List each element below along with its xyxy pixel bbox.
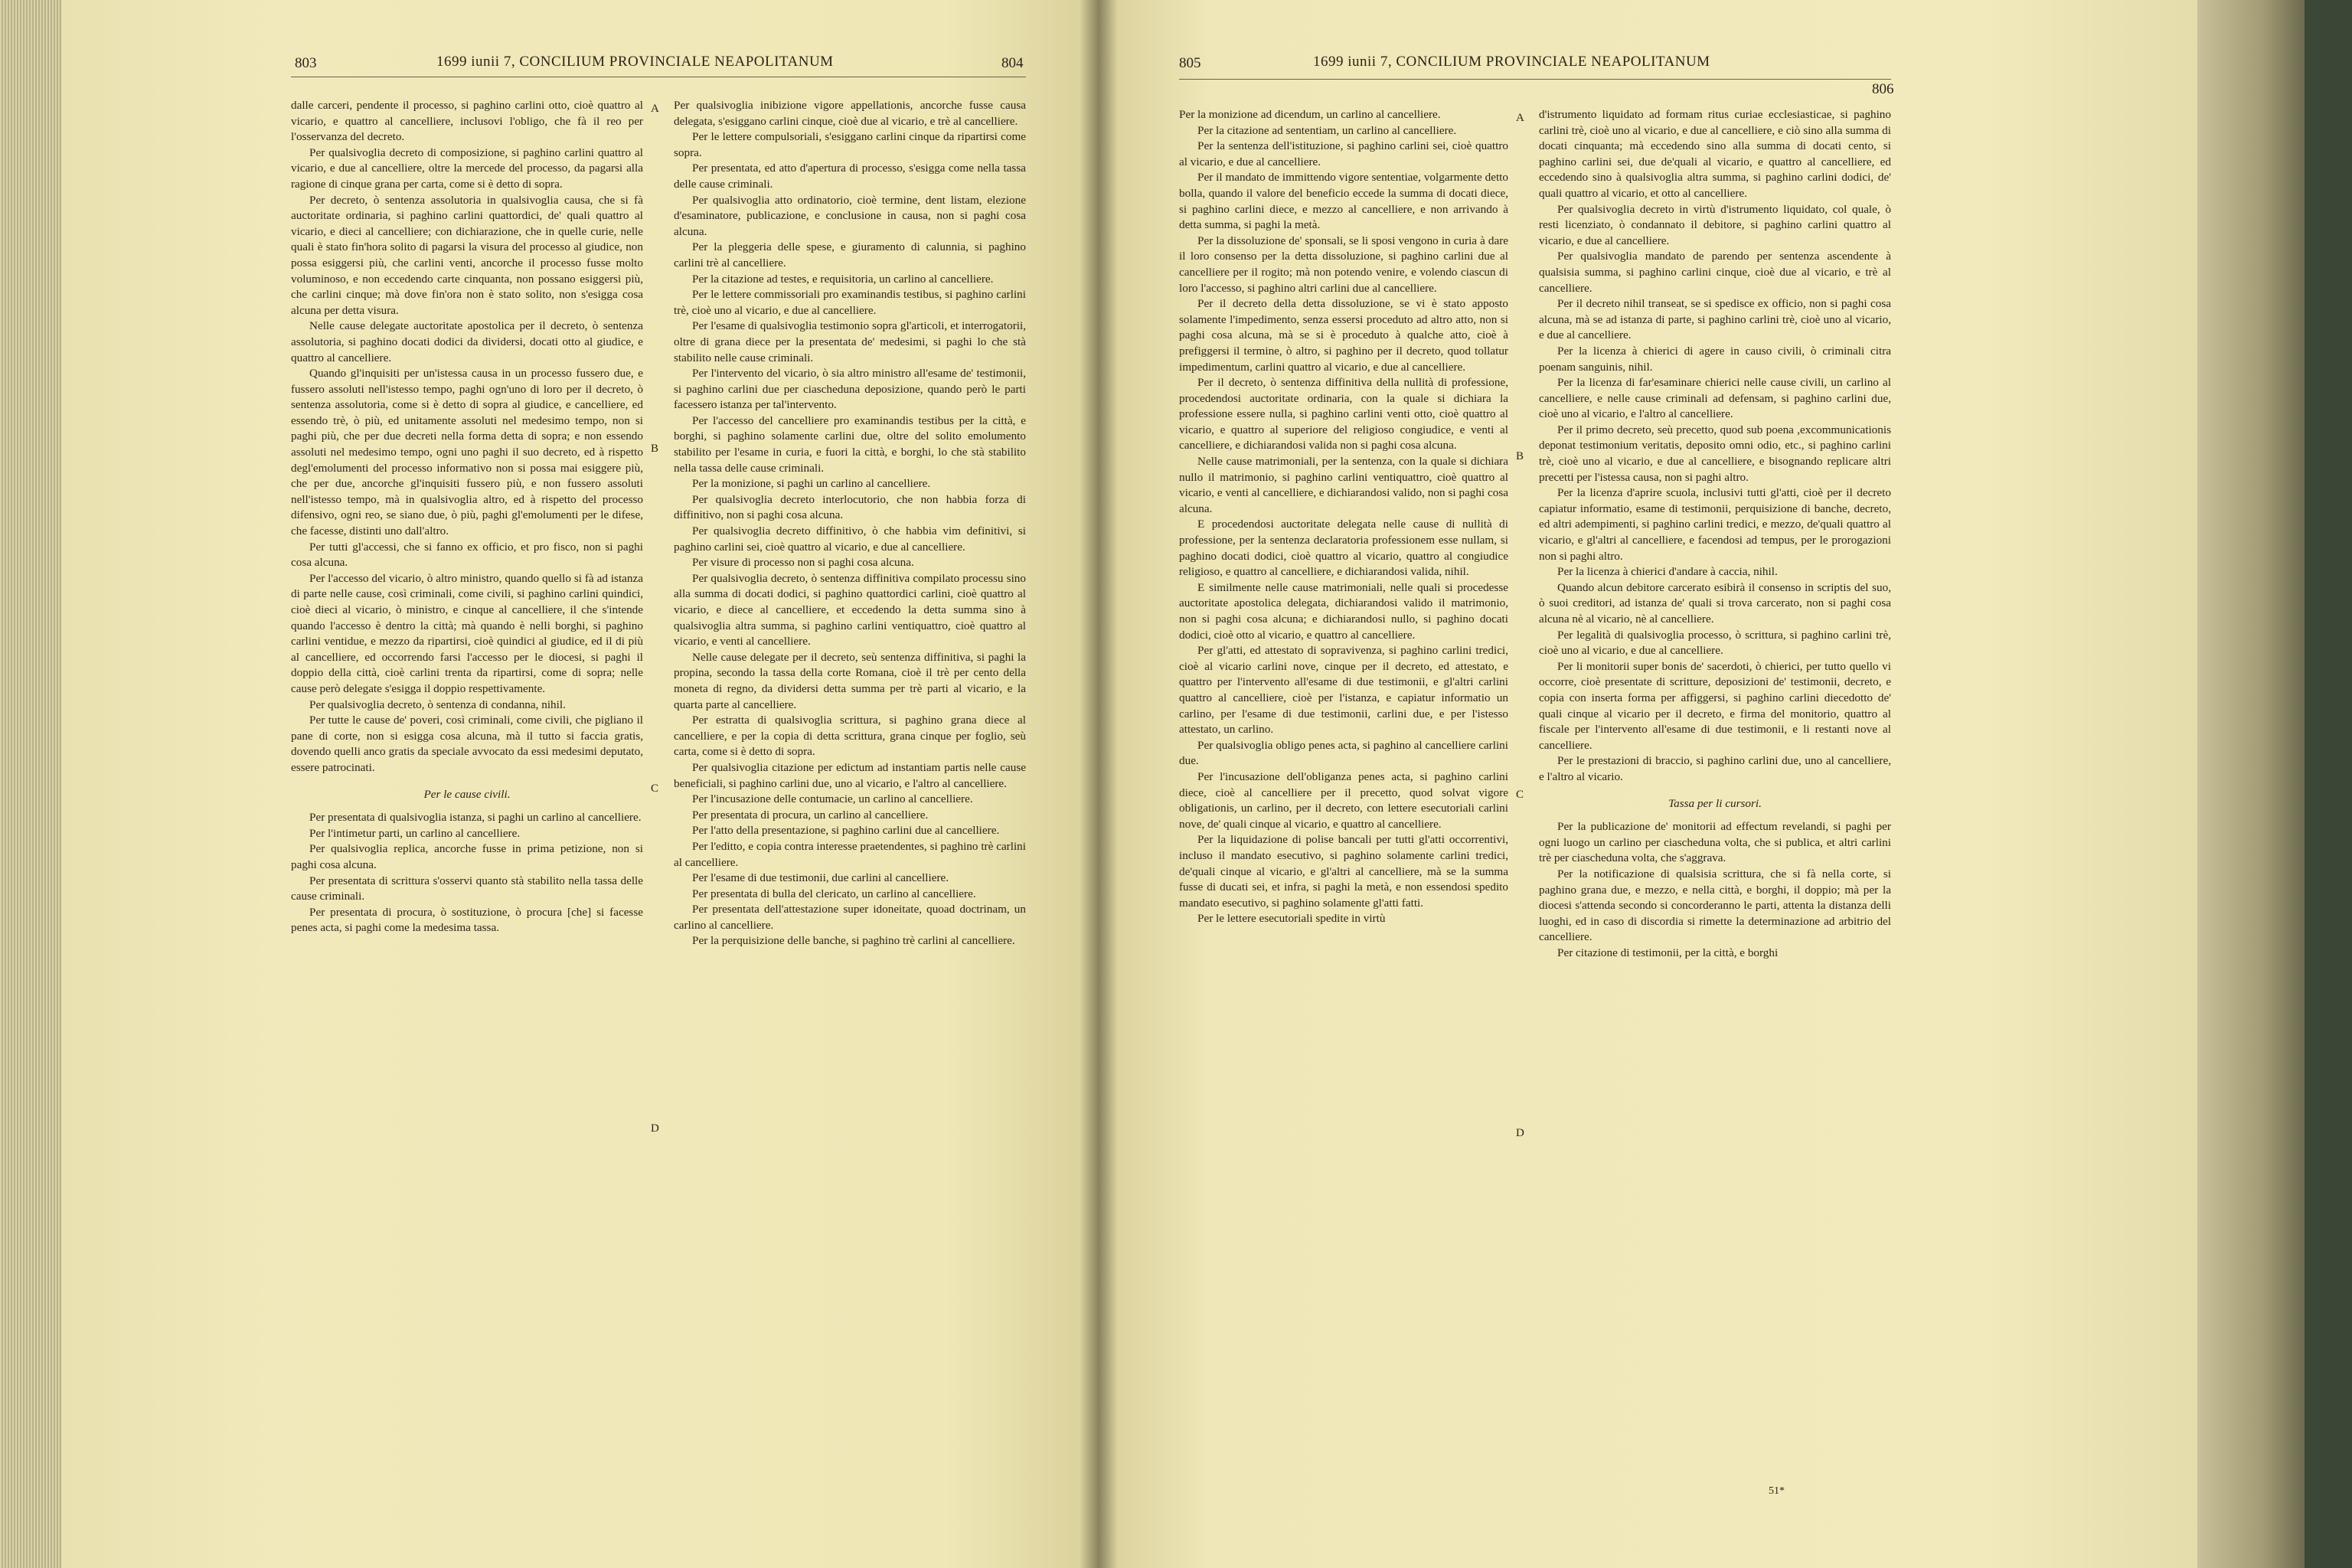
paragraph: Per presentata di scrittura s'osservi quanto stà stabilito nella tassa delle cause criminali.	[291, 874, 643, 903]
book-spine-shadow	[1080, 0, 1118, 1568]
paragraph: Per qualsivoglia replica, ancorche fusse in prima petizione, non si paghi cosa alcuna.	[291, 842, 643, 871]
paragraph: Per la dissoluzione de' sponsali, se li sposi vengono in curia à dare il loro consenso per la detta dissoluzione, si paghino carlini due al cancelliere per il rogito; mà non potendo venire, e volendo ciascun di loro l'accesso, si paghino altri carlini due al cancelliere.	[1179, 234, 1508, 295]
right-page	[1102, 0, 2197, 1568]
paragraph: Per l'accesso del cancelliere pro examinandis testibus per la città, e borghi, si paghino solamente carlini due, oltre del solito emolumento stabilito per l'esame in curia, e fuori la città, e borghi, lo che stà stabilito nella tassa delle cause criminali.	[674, 413, 1026, 475]
paragraph: Per citazione di testimonii, per la città, e borghi	[1557, 946, 1779, 959]
paragraph: Per la citazione ad sententiam, un carlino al cancelliere.	[1197, 123, 1457, 137]
header-rule	[1179, 79, 1891, 80]
margin-letter-b: B	[651, 443, 659, 455]
paragraph: Per estratta di qualsivoglia scrittura, si paghino grana diece al cancelliere, e per la copia di detta scrittura, grana cinque per foglio, seù carta, come si è detto di sopra.	[674, 714, 1026, 759]
paragraph: Per decreto, ò sentenza assolutoria in qualsivoglia causa, che si fà auctoritate ordinaria, si paghino carlini quattordici, de' quali quattro al vicario, e dieci al cancelliere; con dichiarazione, che in quelle curie, nelle quali è stato fin'hora solito di pagarsi la visura del processo al giudice, non possa esiggersi più, che carlini venti, ancorche il processo fusse molto voluminoso, e non eccedendo carte cinquanta, non possano esiggersi più, che carlini cinque; mà dove fin'ora non è stato solito, non s'esigga cosa alcuna per detta visura.	[291, 193, 643, 317]
page-number-806: 806	[1872, 81, 1894, 97]
paragraph: Per il decreto nihil transeat, se si spedisce ex officio, non si paghi cosa alcuna, mà se ad istanza di parte, si paghino carlini trè, cioè uno al vicario, e due al cancelliere.	[1539, 297, 1891, 342]
paragraph: Per tutti gl'accessi, che si fanno ex officio, et pro fisco, non si paghi cosa alcuna.	[291, 540, 643, 570]
paragraph: Per il primo decreto, seù precetto, quod sub poena ,excommunicationis deponat testimonium veritatis, deposito omni odio, etc., si paghino carlini trè, cioè uno al vicario, e due al cancelliere, e bisognando replicare altri precetti per l'istessa causa, non si paghi altro.	[1539, 423, 1891, 484]
paragraph: Per l'intervento del vicario, ò sia altro ministro all'esame de' testimonii, si paghino carlini due per ciascheduna deposizione, quando però le parti facessero istanza per tal'intervento.	[674, 367, 1026, 412]
paragraph: Per le prestazioni di braccio, si paghino carlini due, uno al cancelliere, e l'altro al vicario.	[1539, 754, 1891, 783]
paragraph: Per qualsivoglia citazione per edictum ad instantiam partis nelle cause beneficiali, si paghino carlini due, uno al vicario, e l'altro al cancelliere.	[674, 760, 1026, 790]
paragraph: Per l'editto, e copia contra interesse praetendentes, si paghino trè carlini al cancelliere.	[674, 839, 1026, 869]
paragraph: Per la monizione ad dicendum, un carlino al cancelliere.	[1179, 108, 1441, 121]
paragraph: Per la licenza à chierici d'andare à caccia, nihil.	[1557, 565, 1778, 579]
page-number-804: 804	[1001, 55, 1024, 71]
text-column-2	[674, 98, 1026, 949]
paragraph: Per presentata dell'attestazione super idoneitate, quoad doctrinam, un carlino al cancelliere.	[674, 903, 1026, 932]
page-number-805: 805	[1179, 55, 1201, 71]
paragraph: Quando alcun debitore carcerato esibirà il consenso in scriptis del suo, ò suoi creditori, ad istanza de' quali si trova carcerato, non si paghi cosa alcuna nè al vicario, nè al cancelliere.	[1539, 580, 1891, 626]
text-column-1	[291, 98, 643, 936]
paragraph: Per qualsivoglia decreto di composizione, si paghino carlini quattro al vicario, e due al cancelliere, oltre la mercede del processo, da pagarsi alla ragione di cinque grana per carta, come si è detto di sopra.	[291, 145, 643, 191]
book-page-edges-left	[0, 0, 61, 1568]
paragraph: Per qualsivoglia mandato de parendo per sentenza ascendente à qualsisia summa, si paghino carlini cinque, cioè due al vicario, e trè al cancelliere.	[1539, 250, 1891, 295]
running-header-right: 1699 iunii 7, CONCILIUM PROVINCIALE NEAPOLITANUM	[1313, 54, 1710, 70]
paragraph: Quando gl'inquisiti per un'istessa causa in un processo fussero due, e fussero assoluti nell'istesso tempo, paghi ogn'uno di loro per il decreto, ò sentenza assolutoria, come si è detto di sopra al giudice, e cancelliere, ed essendo trè, ò più, ed unitamente assoluti nel medesimo tempo, non si paghi più, che per due decreti nella forma detta di sopra; e non essendo assoluti nel medesimo tempo, ogni uno paghi il suo decreto, ed à rispetto degl'emolumenti del processo informativo non si possa mai esiggere più, che per due, ancorche gl'inquisiti fussero più, e non fussero assoluti nell'istesso tempo, mà in qualsivoglia altro, ed à rispetto del processo difensivo, ogni reo, se siano due, ò più, paghi gl'emolumenti per le difese, che facesse, distinti uno dall'altro.	[291, 367, 643, 538]
margin-letter-a: A	[1516, 112, 1524, 124]
text-column-3	[1179, 107, 1508, 927]
paragraph: Per l'incusazione delle contumacie, un carlino al cancelliere.	[692, 792, 973, 806]
paragraph: Per il decreto della detta dissoluzione, se vi è stato apposto solamente l'impedimento, senza essersi proceduto ad altro atto, non si paghi cosa alcuna, mà se si è proceduto à qualche atto, cioè à prefiggersi il termine, ò altro, si paghino per il decreto, quod tollatur impedimentum, carlini quattro al vicario, e due al cancelliere.	[1179, 297, 1508, 374]
paragraph: Per li monitorii super bonis de' sacerdoti, ò chierici, per tutto quello vi occorre, cioè presentate di scritture, deposizioni de' testimonii, decreto, e copia con inserta forma per affiggersi, si paghino carlini diecedotto de' quali cinque al vicario per il decreto, e firma del monitorio, quattro al fiscale per l'intervento all'esame di due testimonii, e li restanti nove al cancelliere.	[1539, 659, 1891, 752]
paragraph: Per qualsivoglia decreto interlocutorio, che non habbia forza di diffinitivo, non si paghi cosa alcuna.	[674, 492, 1026, 522]
paragraph: Per presentata di bulla del clericato, un carlino al cancelliere.	[692, 887, 976, 900]
paragraph: Per la liquidazione di polise bancali per tutti gl'atti occorrentivi, incluso il mandato esecutivo, si paghino solamente carlini tredici, de'quali cinque al vicario, e gl'altri al cancelliere, mà se la summa fusse di ducati sei, et infra, si paghi la metà, e non essendosi spedito mandato esecutivo, si paghino solamente gl'atti fatti.	[1179, 833, 1508, 910]
paragraph: Per la citazione ad testes, e requisitoria, un carlino al cancelliere.	[692, 272, 994, 286]
paragraph: Per qualsivoglia decreto, ò sentenza diffinitiva compilato processu sino alla summa di docati dodici, si paghino quattordici carlini, cioè quattro al vicario, e diece al cancelliere, et eccedendo la detta summa sino à qualsivoglia altra summa, si paghino carlini ventiquattro, cioè quattro al vicario, e venti al cancelliere.	[674, 571, 1026, 648]
paragraph: Per la licenza d'aprire scuola, inclusivi tutti gl'atti, cioè per il decreto capiatur informatio, esame di testimonii, perquisizione di banche, decreto, ed altri adempimenti, si paghino carlini tredici, e mezzo, de'quali quattro al vicario, e gl'altri al cancelliere, e facendosi ad tempus, per le prorogazioni non si paghi altro.	[1539, 486, 1891, 563]
paragraph: E similmente nelle cause matrimoniali, nelle quali si procedesse auctoritate apostolica delegata, dichiarandosi valido il matrimonio, non si paghi cosa alcuna; e dichiarandosi nullo, si paghino docati dodici, cioè otto al vicario, e quattro al cancelliere.	[1179, 580, 1508, 642]
paragraph: Per gl'atti, ed attestato di sopravivenza, si paghino carlini tredici, cioè al vicario carlini nove, cinque per il decreto, ed attestato, e quattro per l'intervento all'esame di due testimonii, e gl'altri carlini quattro al cancelliere, cioè per l'istanza, e capiatur informatio un carlino, per l'esame di due testimonii, carlini due, e per l'istesso attestato, un carlino.	[1179, 644, 1508, 737]
paragraph: Per qualsivoglia atto ordinatorio, cioè termine, dent listam, elezione d'esaminatore, publicazione, e conclusione in causa, non si paghi cosa alcuna.	[674, 193, 1026, 238]
paragraph: Per la pleggeria delle spese, e giuramento di calunnia, si paghino carlini trè al cancelliere.	[674, 240, 1026, 270]
margin-letter-a: A	[651, 103, 659, 115]
paragraph: Per le lettere commissoriali pro examinandis testibus, si paghino carlini trè, cioè uno al vicario, e due al cancelliere.	[674, 288, 1026, 317]
paragraph: Per la monizione, si paghi un carlino al cancelliere.	[692, 477, 931, 491]
paragraph: Per il decreto, ò sentenza diffinitiva della nullità di professione, procedendosi auctoritate ordinaria, con la quale si dichiara la professione essere nulla, si paghino carlini venti otto, cioè quattro al vicario, e quattro al superiore del religioso congiudice, e venti al cancelliere, e dichiarandosi valida non si paghi cosa alcuna.	[1179, 376, 1508, 452]
paragraph: Per l'intimetur parti, un carlino al cancelliere.	[309, 826, 521, 840]
paragraph: Per la licenza à chierici di agere in causo civili, ò criminali citra poenam sanguinis, nihil.	[1539, 344, 1891, 374]
paragraph: Per le lettere compulsoriali, s'esiggano carlini cinque da ripartirsi come sopra.	[674, 130, 1026, 159]
margin-letter-c: C	[651, 782, 659, 795]
paragraph: Nelle cause delegate per il decreto, seù sentenza diffinitiva, si paghi la propina, secondo la tassa della corte Romana, cioè il trè per cento della moneta di regno, da dividersi detta summa per trè parti al vicario, e la quarta parte al cancelliere.	[674, 650, 1026, 711]
paragraph: d'istrumento liquidato ad formam ritus curiae ecclesiasticae, si paghino carlini trè, cioè uno al vicario, e due al cancelliere, e ciò sino alla summa di docati cinquanta; mà eccedendo sino alla summa di docati cento, si paghino carlini sei, due de'quali al vicario, e quattro al cancelliere, ed eccedendo sino à qualsivoglia altra summa, si paghino carlini dodici, de' quali quattro al vicario, et otto al cancelliere.	[1539, 108, 1891, 200]
paragraph: Per l'esame di due testimonii, due carlini al cancelliere.	[692, 871, 949, 885]
text-column-4	[1539, 107, 1891, 961]
section-heading: Tassa per li cursori.	[1668, 796, 1762, 810]
paragraph: Per presentata di procura, un carlino al cancelliere.	[692, 808, 929, 822]
margin-letter-d: D	[1516, 1127, 1524, 1139]
paragraph: Per presentata di procura, ò sostituzione, ò procura [che] si facesse penes acta, si paghi come la medesima tassa.	[291, 905, 643, 935]
paragraph: Per legalità di qualsivoglia processo, ò scrittura, si paghino carlini trè, cioè uno al vicario, e due al cancelliere.	[1539, 628, 1891, 658]
paragraph: Per qualsivoglia decreto in virtù d'istrumento liquidato, col quale, ò resti licenziato, ò condannato il debitore, si paghino carlini quattro al vicario, e due al cancelliere.	[1539, 202, 1891, 247]
section-heading: Per le cause civili.	[423, 787, 511, 801]
book-page-edges-right	[2197, 0, 2305, 1568]
paragraph: Per il mandato de immittendo vigore sententiae, volgarmente detto bolla, quando il valore del beneficio eccede la summa di docati diece, si paghino carlini diece, e mezzo al cancelliere, e non arrivando à detta summa, si paghi la metà.	[1179, 171, 1508, 232]
paragraph: E procedendosi auctoritate delegata nelle cause di nullità di professione, per la sentenza declaratoria professionem esse nullam, si paghino docati dodici, cioè quattro al vicario, quattro al congiudice religioso, e quattro al cancelliere, e dichiarandosi valida, nihil.	[1179, 518, 1508, 579]
paragraph: Per la sentenza dell'istituzione, si paghino carlini sei, cioè quattro al vicario, e due al cancelliere.	[1179, 139, 1508, 168]
paragraph: Per presentata, ed atto d'apertura di processo, s'esigga come nella tassa delle cause criminali.	[674, 162, 1026, 191]
margin-letter-c: C	[1516, 789, 1524, 801]
paragraph: Per presentata di qualsivoglia istanza, si paghi un carlino al cancelliere.	[309, 811, 642, 825]
paragraph: Per le lettere esecutoriali spedite in virtù	[1197, 912, 1386, 926]
paragraph: Per l'accesso del vicario, ò altro ministro, quando quello si fà ad istanza di parte nelle cause, così criminali, come civili, si paghino carlini quindici, cioè dieci al vicario, ò ministro, e cinque al cancelliere, il che s'intende quando l'accesso è dentro la città; mà quando è nelli borghi, si paghino carlini ventidue, e mezzo da ripartirsi, cioè quindici al giudice, ed il di più al cancelliere, ed occorrendo farsi l'accesso per le diocesi, si paghi il doppio della città, cioè carlini trenta da ripartirsi, come di sopra; nelle cause però delegate s'esigga il doppio respettivamente.	[291, 571, 643, 695]
paragraph: Per qualsivoglia decreto, ò sentenza di condanna, nihil.	[309, 697, 566, 711]
signature-mark: 51*	[1769, 1485, 1785, 1497]
page-number-803: 803	[295, 55, 317, 71]
paragraph: dalle carceri, pendente il processo, si paghino carlini otto, cioè quattro al vicario, e quattro al cancelliere, inclusovi l'obligo, che fà il reo per l'osservanza del decreto.	[291, 99, 643, 144]
margin-letter-b: B	[1516, 450, 1524, 462]
left-page	[61, 0, 1102, 1568]
paragraph: Per qualsivoglia decreto diffinitivo, ò che habbia vim definitivi, si paghino carlini sei, cioè quattro al vicario, e due al cancelliere.	[674, 524, 1026, 554]
paragraph: Per tutte le cause de' poveri, così criminali, come civili, che pigliano il pane di corte, non si esigga cosa alcuna, mà il tutto si faccia gratis, dovendo quelli anco gratis da speciale avvocato da essi medesimi deputato, essere patrocinati.	[291, 714, 643, 774]
paragraph: Per l'atto della presentazione, si paghino carlini due al cancelliere.	[692, 824, 1000, 838]
paragraph: Per la licenza di far'esaminare chierici nelle cause civili, un carlino al cancelliere, e nelle cause criminali ad defensam, si paghino carlini due, cioè uno al vicario, e l'altro al cancelliere.	[1539, 376, 1891, 421]
paragraph: Per l'esame di qualsivoglia testimonio sopra gl'articoli, et interrogatorii, oltre di grana diece per la presentata de' medesimi, si paghi lo che stà stabilito nelle cause criminali.	[674, 319, 1026, 364]
running-header-left: 1699 iunii 7, CONCILIUM PROVINCIALE NEAPOLITANUM	[436, 54, 834, 70]
paragraph: Per la publicazione de' monitorii ad effectum revelandi, si paghi per ogni luogo un carlino per ciascheduna volta, che si publica, et altri carlini trè per ciascheduna volta, che s'aggrava.	[1539, 820, 1891, 865]
paragraph: Per l'incusazione dell'obliganza penes acta, si paghino carlini diece, cioè al cancelliere per il precetto, quod solvat vigore obligationis, un carlino, per il decreto, con lettere esecutoriali carlini nove, de' quali cinque al vicario, e quattro al cancelliere.	[1179, 769, 1508, 831]
paragraph: Per la perquisizione delle banche, si paghino trè carlini al cancelliere.	[692, 934, 1015, 948]
paragraph: Per visure di processo non si paghi cosa alcuna.	[692, 556, 914, 570]
paragraph: Per qualsivoglia inibizione vigore appellationis, ancorche fusse causa delegata, s'esiggano carlini cinque, cioè due al vicario, e trè al cancelliere.	[674, 99, 1026, 128]
paragraph: Per qualsivoglia obligo penes acta, si paghino al cancelliere carlini due.	[1179, 738, 1508, 768]
margin-letter-d: D	[651, 1122, 659, 1135]
paragraph: Nelle cause delegate auctoritate apostolica per il decreto, ò sentenza assolutoria, si paghino docati dodici da dividersi, docati otto al giudice, e quattro al cancelliere.	[291, 319, 643, 364]
paragraph: Nelle cause matrimoniali, per la sentenza, con la quale si dichiara nullo il matrimonio, si paghino carlini ventiquattro, cioè quattro al vicario, e venti al cancelliere, e dichiarandosi valido, non si paghi cosa alcuna.	[1179, 455, 1508, 515]
paragraph: Per la notificazione di qualsisia scrittura, che si fà nella corte, si paghino grana due, e mezzo, e nella città, e borghi, il doppio; mà per la diocesi s'attenda secondo si concorderanno le parti, attenta la distanza delli luoghi, ed in caso di discordia si rimette la determinazione ad arbitrio del cancelliere.	[1539, 867, 1891, 944]
